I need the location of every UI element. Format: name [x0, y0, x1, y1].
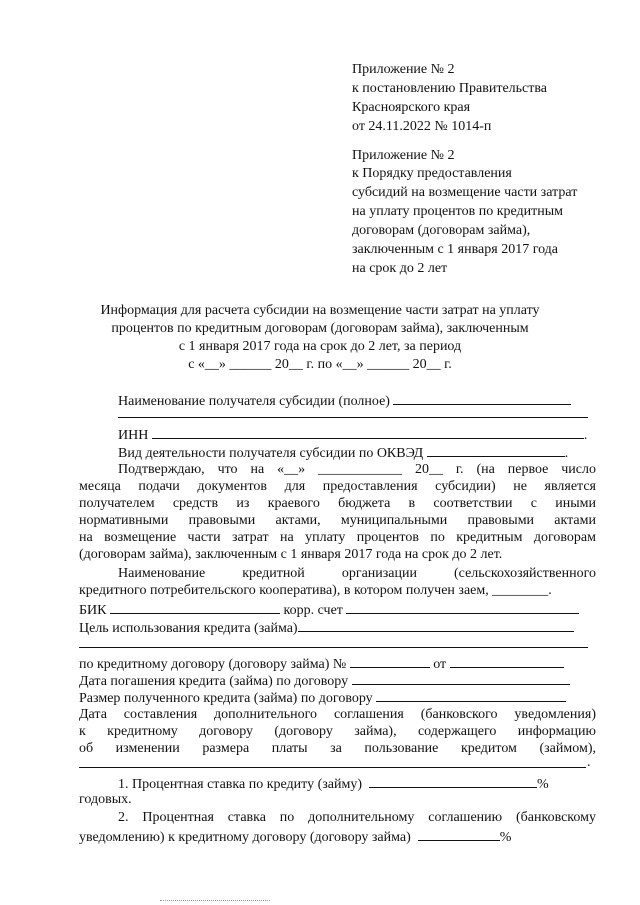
- appendix-line: на уплату процентов по кредитным: [352, 204, 564, 219]
- contract-row: по кредитному договору (договору займа) № от: [79, 654, 564, 673]
- bank-name-line: кредитного потребительского кооператива), в котором получен заем, ________.: [79, 583, 552, 598]
- bank-name-line: Наименование кредитной организации (сельскохозяйственного: [118, 566, 596, 581]
- recipient-name-blank: [393, 391, 571, 405]
- title-line: с 1 января 2017 года на срок до 2 лет, за период: [178, 339, 462, 354]
- purpose-blank-2: [79, 647, 588, 648]
- appendix-line: Приложение № 2: [352, 62, 455, 77]
- inn-blank: [152, 425, 584, 439]
- title-line: с «__» ______ 20__ г. по «__» ______ 20__ г.: [188, 357, 452, 372]
- confirmation-line: месяца подачи документов для предоставления субсидии) не является: [79, 479, 596, 494]
- purpose-blank: [298, 618, 574, 632]
- corr-account-blank: [346, 600, 579, 614]
- appendix-line: Красноярского края: [352, 100, 471, 115]
- repayment-date-blank: [352, 671, 570, 685]
- recipient-name-label: Наименование получателя субсидии (полное): [118, 391, 571, 410]
- confirmation-line: (договорам займа), заключенным с 1 января 2017 года на срок до 2 лет.: [79, 547, 503, 562]
- item-1-continuation: годовых.: [79, 792, 132, 807]
- percent-sign: %: [537, 777, 549, 792]
- inn-label: ИНН .: [118, 425, 587, 444]
- corr-account-label: корр. счет: [283, 603, 343, 618]
- recipient-name-blank-2: [118, 417, 588, 418]
- confirmation-line: нормативными правовыми актами, муниципальными правовыми актами: [79, 513, 596, 528]
- okved-label: Вид деятельности получателя субсидии по ОКВЭД .: [118, 443, 568, 462]
- appendix-line: на срок до 2 лет: [352, 261, 448, 276]
- item-2-label: уведомлению) к кредитному договору (договору займа): [79, 830, 411, 845]
- percent-sign: %: [499, 830, 512, 845]
- item-1-row: [118, 774, 549, 793]
- confirmation-line: получателем средств из краевого бюджета в соответствии с иными: [79, 496, 596, 511]
- appendix-line: субсидий на возмещение части затрат: [352, 185, 578, 200]
- interest-rate-blank: [369, 774, 537, 788]
- item-2-line: 2. Процентная ставка по дополнительному соглашению (банковскому: [118, 810, 596, 825]
- appendix-line: заключенным с 1 января 2017 года: [352, 242, 559, 257]
- supplementary-line: об изменении размера платы за пользование кредитом (займом),: [79, 741, 596, 756]
- confirmation-line: Подтверждаю, что на «__» ____________ 20__ г. (на первое число: [118, 462, 596, 477]
- scan-artifact: [160, 900, 270, 901]
- supplementary-blank-dot: .: [587, 755, 591, 770]
- title-line: Информация для расчета субсидии на возмещение части затрат на уплату: [100, 303, 540, 318]
- appendix-line: от 24.11.2022 № 1014-п: [352, 119, 492, 134]
- interest-rate-label: 1. Процентная ставка по кредиту (займу): [118, 777, 362, 792]
- supplementary-line: к кредитному договору (договору займа), содержащего информацию: [79, 724, 596, 739]
- loan-size-row: Размер полученного кредита (займа) по договору: [79, 688, 566, 707]
- purpose-row: Цель использования кредита (займа): [79, 618, 574, 637]
- appendix-line: договорам (договорам займа),: [352, 223, 531, 238]
- contract-date-blank: [450, 654, 564, 668]
- appendix-line: к постановлению Правительства: [352, 81, 548, 96]
- bik-blank: [110, 600, 280, 614]
- supplementary-blank: [79, 767, 586, 768]
- item-2-row: [79, 827, 511, 846]
- appendix-line: к Порядку предоставления: [352, 166, 512, 181]
- loan-size-blank: [376, 688, 566, 702]
- repayment-date-row: Дата погашения кредита (займа) по договору: [79, 671, 570, 690]
- title-line: процентов по кредитным договорам (договорам займа), заключенным: [111, 321, 529, 336]
- okved-blank: [427, 443, 565, 457]
- contract-number-blank: [350, 654, 430, 668]
- item-2-rate-blank: [418, 827, 500, 841]
- appendix-line: Приложение № 2: [352, 148, 455, 163]
- bik-row: [79, 600, 579, 619]
- bik-label: БИК: [79, 603, 107, 618]
- supplementary-line: Дата составления дополнительного соглашения (банковского уведомления): [79, 707, 596, 722]
- confirmation-line: на возмещение части затрат на уплату процентов по кредитным договорам: [79, 530, 596, 545]
